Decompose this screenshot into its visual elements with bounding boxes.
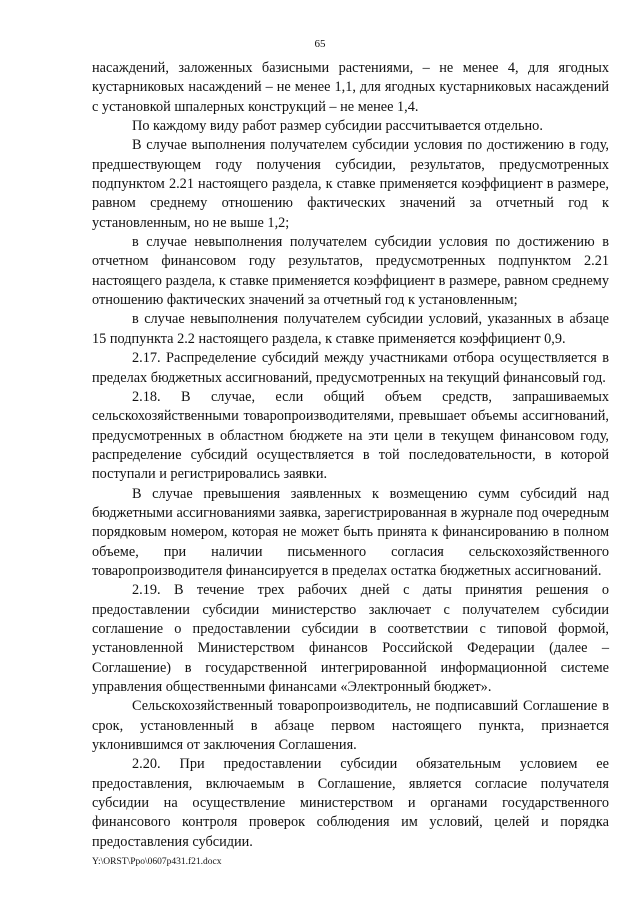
page-number: 65: [314, 38, 326, 50]
paragraph: В случае выполнения получателем субсидии условия по достижению в году, предшествующем году получения субсидии, результатов, предусмотренных подпунктом 2.21 настоящего раздела, к ставке применяется коэффициент в размере, равном среднему отношению фактических значений за отчетный год к установленным, но не выше 1,2;: [92, 137, 609, 231]
paragraph: в случае невыполнения получателем субсидии условий, указанных в абзаце 15 подпункта 2.2 настоящего раздела, к ставке применяется коэффициент 0,9.: [92, 311, 609, 347]
paragraph: 2.20. При предоставлении субсидии обязательным условием ее предоставления, включаемым в Соглашение, является согласие получателя субсидии на осуществление министерством и органами государственного финансового контроля проверок соблюдения им условий, целей и порядка предоставления субсидии.: [92, 756, 609, 850]
paragraph: По каждому виду работ размер субсидии рассчитывается отдельно.: [132, 118, 543, 135]
paragraph: Сельскохозяйственный товаропроизводитель, не подписавший Соглашение в срок, установленный в абзаце первом настоящего пункта, признается уклонившимся от заключения Соглашения.: [92, 698, 609, 754]
paragraph: 2.17. Распределение субсидий между участниками отбора осуществляется в пределах бюджетных ассигнований, предусмотренных на текущий финансовый год.: [92, 350, 609, 386]
paragraph: 2.18. В случае, если общий объем средств, запрашиваемых сельскохозяйственными товаропроизводителями, превышает объемы ассигнований, предусмотренных в областном бюджете на эти цели в текущем финансовом году, распределение субсидий осуществляется в той последовательности, в которой поступали и регистрировались заявки.: [92, 388, 609, 483]
paragraph: В случае превышения заявленных к возмещению сумм субсидий над бюджетными ассигнованиями заявка, зарегистрированная в журнале под очередным порядковым номером, которая не может быть принята к финансированию в полном объеме, при наличии письменного согласия сельскохозяйственного товаропроизводителя финансируется в пределах остатка бюджетных ассигнований.: [92, 485, 609, 579]
paragraph: 2.19. В течение трех рабочих дней с даты принятия решения о предоставлении субсидии министерство заключает с получателем субсидии соглашение о предоставлении субсидии в соответствии с типовой формой, установленной Министерством финансов Российской Федерации (далее – Соглашение) в государственной интегрированной информационной системе управления общественными финансами «Электронный бюджет».: [92, 582, 609, 695]
footer-file-path: Y:\ORST\Ppo\0607p431.f21.docx: [92, 857, 222, 867]
paragraph: насаждений, заложенных базисными растениями, – не менее 4, для ягодных кустарниковых насаждений – не менее 1,1, для ягодных кустарниковых насаждений с установкой шпалерных конструкций – не менее 1,4.: [92, 60, 609, 115]
document-body: [92, 59, 609, 852]
paragraph: в случае невыполнения получателем субсидии условия по достижению в отчетном финансовом году результатов, предусмотренных подпунктом 2.21 настоящего раздела, к ставке применяется коэффициент в размере, равном среднему отношению фактических значений за отчетный год к установленным;: [92, 234, 609, 309]
